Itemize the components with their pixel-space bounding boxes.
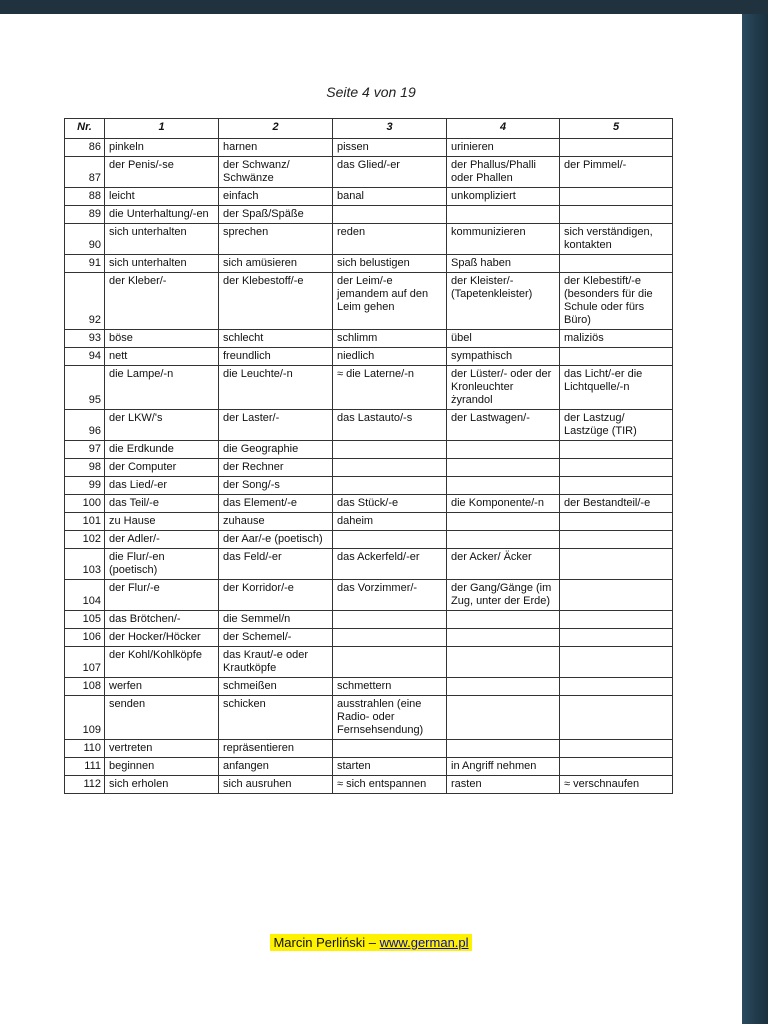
row-number: 102 xyxy=(65,531,105,549)
cell-col-1: der Kohl/Kohlköpfe xyxy=(105,647,219,678)
cell-col-1: das Brötchen/- xyxy=(105,611,219,629)
cell-col-5 xyxy=(560,678,673,696)
row-number: 91 xyxy=(65,255,105,273)
cell-col-2: das Feld/-er xyxy=(219,549,333,580)
cell-col-1: pinkeln xyxy=(105,139,219,157)
cell-col-3: starten xyxy=(333,758,447,776)
cell-col-5 xyxy=(560,758,673,776)
cell-col-1: böse xyxy=(105,330,219,348)
cell-col-4: der Gang/Gänge (im Zug, unter der Erde) xyxy=(447,580,560,611)
cell-col-2: schlecht xyxy=(219,330,333,348)
cell-col-4: der Phallus/Phalli oder Phallen xyxy=(447,157,560,188)
cell-col-3 xyxy=(333,647,447,678)
table-row xyxy=(65,139,673,157)
cell-col-2: einfach xyxy=(219,188,333,206)
cell-col-5 xyxy=(560,139,673,157)
cell-col-5 xyxy=(560,441,673,459)
cell-col-3: ≈ sich entspannen xyxy=(333,776,447,794)
table-row xyxy=(65,206,673,224)
cell-col-3 xyxy=(333,477,447,495)
cell-col-5: sich verständigen, kontakten xyxy=(560,224,673,255)
cell-col-5: maliziös xyxy=(560,330,673,348)
table-row xyxy=(65,348,673,366)
cell-col-3: ≈ die Laterne/-n xyxy=(333,366,447,410)
cell-col-4: urinieren xyxy=(447,139,560,157)
cell-col-5: das Licht/-er die Lichtquelle/-n xyxy=(560,366,673,410)
footer-highlight xyxy=(270,934,471,951)
row-number: 95 xyxy=(65,366,105,410)
cell-col-3: niedlich xyxy=(333,348,447,366)
row-number: 112 xyxy=(65,776,105,794)
cell-col-2: der Aar/-e (poetisch) xyxy=(219,531,333,549)
row-number: 107 xyxy=(65,647,105,678)
cell-col-4 xyxy=(447,459,560,477)
row-number: 86 xyxy=(65,139,105,157)
table-row xyxy=(65,410,673,441)
cell-col-1: senden xyxy=(105,696,219,740)
row-number: 87 xyxy=(65,157,105,188)
cell-col-1: der Adler/- xyxy=(105,531,219,549)
cell-col-5: der Pimmel/- xyxy=(560,157,673,188)
cell-col-4: kommunizieren xyxy=(447,224,560,255)
footer-author: Marcin Perliński – xyxy=(273,935,380,950)
table-row xyxy=(65,459,673,477)
cell-col-4: der Kleister/- (Tapetenkleister) xyxy=(447,273,560,330)
table-row xyxy=(65,678,673,696)
row-number: 92 xyxy=(65,273,105,330)
cell-col-5: der Bestandteil/-e xyxy=(560,495,673,513)
cell-col-3 xyxy=(333,611,447,629)
cell-col-3: reden xyxy=(333,224,447,255)
row-number: 110 xyxy=(65,740,105,758)
top-bar xyxy=(0,0,768,14)
header-col-4: 4 xyxy=(447,119,560,139)
cell-col-1: die Flur/-en (poetisch) xyxy=(105,549,219,580)
row-number: 96 xyxy=(65,410,105,441)
side-scrollbar[interactable] xyxy=(742,14,768,1024)
cell-col-2: repräsentieren xyxy=(219,740,333,758)
cell-col-5: ≈ verschnaufen xyxy=(560,776,673,794)
header-col-2: 2 xyxy=(219,119,333,139)
cell-col-4 xyxy=(447,477,560,495)
table-body xyxy=(65,139,673,794)
cell-col-3: das Lastauto/-s xyxy=(333,410,447,441)
table-row xyxy=(65,513,673,531)
footer xyxy=(0,935,742,950)
table-row xyxy=(65,758,673,776)
cell-col-1: das Teil/-e xyxy=(105,495,219,513)
cell-col-3: sich belustigen xyxy=(333,255,447,273)
cell-col-4: der Lastwagen/- xyxy=(447,410,560,441)
footer-link[interactable]: www.german.pl xyxy=(379,935,469,950)
row-number: 100 xyxy=(65,495,105,513)
cell-col-3: das Ackerfeld/-er xyxy=(333,549,447,580)
cell-col-2: freundlich xyxy=(219,348,333,366)
cell-col-2: der Schwanz/ Schwänze xyxy=(219,157,333,188)
cell-col-3: das Glied/-er xyxy=(333,157,447,188)
cell-col-1: die Unterhaltung/-en xyxy=(105,206,219,224)
cell-col-3: der Leim/-e jemandem auf den Leim gehen xyxy=(333,273,447,330)
header-col-1: 1 xyxy=(105,119,219,139)
cell-col-1: beginnen xyxy=(105,758,219,776)
cell-col-4 xyxy=(447,678,560,696)
row-number: 88 xyxy=(65,188,105,206)
cell-col-5 xyxy=(560,740,673,758)
cell-col-1: nett xyxy=(105,348,219,366)
cell-col-4 xyxy=(447,206,560,224)
cell-col-4 xyxy=(447,740,560,758)
cell-col-5: der Klebestift/-e (besonders für die Schule oder fürs Büro) xyxy=(560,273,673,330)
cell-col-4: unkompliziert xyxy=(447,188,560,206)
cell-col-1: werfen xyxy=(105,678,219,696)
cell-col-5 xyxy=(560,188,673,206)
cell-col-4: die Komponente/-n xyxy=(447,495,560,513)
cell-col-1: der Kleber/- xyxy=(105,273,219,330)
cell-col-3: daheim xyxy=(333,513,447,531)
cell-col-4 xyxy=(447,441,560,459)
cell-col-5 xyxy=(560,255,673,273)
row-number: 106 xyxy=(65,629,105,647)
header-col-3: 3 xyxy=(333,119,447,139)
table-row xyxy=(65,647,673,678)
table-row xyxy=(65,611,673,629)
row-number: 89 xyxy=(65,206,105,224)
cell-col-3: schlimm xyxy=(333,330,447,348)
row-number: 93 xyxy=(65,330,105,348)
cell-col-1: sich unterhalten xyxy=(105,224,219,255)
cell-col-2: der Klebestoff/-e xyxy=(219,273,333,330)
vocabulary-table xyxy=(64,118,673,794)
cell-col-5 xyxy=(560,647,673,678)
table-row xyxy=(65,629,673,647)
cell-col-5 xyxy=(560,531,673,549)
cell-col-1: die Lampe/-n xyxy=(105,366,219,410)
cell-col-2: der Song/-s xyxy=(219,477,333,495)
cell-col-5 xyxy=(560,580,673,611)
cell-col-4 xyxy=(447,531,560,549)
cell-col-3: pissen xyxy=(333,139,447,157)
table-row xyxy=(65,255,673,273)
table-row xyxy=(65,549,673,580)
cell-col-2: harnen xyxy=(219,139,333,157)
cell-col-4 xyxy=(447,696,560,740)
table-row xyxy=(65,477,673,495)
cell-col-5 xyxy=(560,629,673,647)
cell-col-1: zu Hause xyxy=(105,513,219,531)
document-page xyxy=(0,14,742,1024)
cell-col-1: sich erholen xyxy=(105,776,219,794)
cell-col-5 xyxy=(560,696,673,740)
cell-col-1: der LKW/'s xyxy=(105,410,219,441)
row-number: 98 xyxy=(65,459,105,477)
cell-col-4: sympathisch xyxy=(447,348,560,366)
cell-col-3 xyxy=(333,459,447,477)
cell-col-2: die Geographie xyxy=(219,441,333,459)
cell-col-2: der Spaß/Späße xyxy=(219,206,333,224)
page-header: Seite 4 von 19 xyxy=(326,84,416,100)
cell-col-2: das Kraut/-e oder Krautköpfe xyxy=(219,647,333,678)
cell-col-3: das Stück/-e xyxy=(333,495,447,513)
table-row xyxy=(65,330,673,348)
row-number: 101 xyxy=(65,513,105,531)
cell-col-1: der Computer xyxy=(105,459,219,477)
cell-col-1: die Erdkunde xyxy=(105,441,219,459)
cell-col-4: rasten xyxy=(447,776,560,794)
cell-col-4 xyxy=(447,513,560,531)
cell-col-5: der Lastzug/ Lastzüge (TIR) xyxy=(560,410,673,441)
cell-col-4: Spaß haben xyxy=(447,255,560,273)
cell-col-2: das Element/-e xyxy=(219,495,333,513)
table-row xyxy=(65,441,673,459)
header-nr: Nr. xyxy=(65,119,105,139)
cell-col-2: zuhause xyxy=(219,513,333,531)
cell-col-3: das Vorzimmer/- xyxy=(333,580,447,611)
cell-col-1: der Penis/-se xyxy=(105,157,219,188)
header-col-5: 5 xyxy=(560,119,673,139)
cell-col-3 xyxy=(333,740,447,758)
cell-col-5 xyxy=(560,549,673,580)
row-number: 111 xyxy=(65,758,105,776)
cell-col-2: die Semmel/n xyxy=(219,611,333,629)
cell-col-2: die Leuchte/-n xyxy=(219,366,333,410)
cell-col-3 xyxy=(333,531,447,549)
table-row xyxy=(65,696,673,740)
cell-col-2: der Korridor/-e xyxy=(219,580,333,611)
cell-col-2: sich amüsieren xyxy=(219,255,333,273)
cell-col-2: der Rechner xyxy=(219,459,333,477)
cell-col-1: der Flur/-e xyxy=(105,580,219,611)
cell-col-3: ausstrahlen (eine Radio- oder Fernsehsendung) xyxy=(333,696,447,740)
table-row xyxy=(65,740,673,758)
cell-col-4: der Acker/ Äcker xyxy=(447,549,560,580)
table-header-row xyxy=(65,119,673,139)
cell-col-5 xyxy=(560,459,673,477)
cell-col-5 xyxy=(560,477,673,495)
cell-col-4: übel xyxy=(447,330,560,348)
row-number: 97 xyxy=(65,441,105,459)
table-row xyxy=(65,157,673,188)
row-number: 103 xyxy=(65,549,105,580)
cell-col-2: der Schemel/- xyxy=(219,629,333,647)
row-number: 94 xyxy=(65,348,105,366)
table-row xyxy=(65,224,673,255)
cell-col-4: der Lüster/- oder der Kronleuchter żyrandol xyxy=(447,366,560,410)
cell-col-2: schmeißen xyxy=(219,678,333,696)
cell-col-5 xyxy=(560,513,673,531)
table-row xyxy=(65,776,673,794)
row-number: 90 xyxy=(65,224,105,255)
cell-col-1: sich unterhalten xyxy=(105,255,219,273)
cell-col-2: sich ausruhen xyxy=(219,776,333,794)
table-row xyxy=(65,580,673,611)
cell-col-4 xyxy=(447,611,560,629)
cell-col-1: vertreten xyxy=(105,740,219,758)
cell-col-2: anfangen xyxy=(219,758,333,776)
cell-col-1: leicht xyxy=(105,188,219,206)
cell-col-4 xyxy=(447,647,560,678)
cell-col-4 xyxy=(447,629,560,647)
row-number: 105 xyxy=(65,611,105,629)
row-number: 99 xyxy=(65,477,105,495)
row-number: 104 xyxy=(65,580,105,611)
cell-col-1: der Hocker/Höcker xyxy=(105,629,219,647)
cell-col-5 xyxy=(560,348,673,366)
table-row xyxy=(65,188,673,206)
cell-col-2: der Laster/- xyxy=(219,410,333,441)
cell-col-3: banal xyxy=(333,188,447,206)
table-row xyxy=(65,366,673,410)
cell-col-3 xyxy=(333,441,447,459)
cell-col-5 xyxy=(560,206,673,224)
cell-col-3 xyxy=(333,206,447,224)
cell-col-2: schicken xyxy=(219,696,333,740)
cell-col-1: das Lied/-er xyxy=(105,477,219,495)
cell-col-5 xyxy=(560,611,673,629)
cell-col-2: sprechen xyxy=(219,224,333,255)
table-row xyxy=(65,531,673,549)
row-number: 109 xyxy=(65,696,105,740)
cell-col-4: in Angriff nehmen xyxy=(447,758,560,776)
table-row xyxy=(65,495,673,513)
table-row xyxy=(65,273,673,330)
cell-col-3: schmettern xyxy=(333,678,447,696)
row-number: 108 xyxy=(65,678,105,696)
cell-col-3 xyxy=(333,629,447,647)
